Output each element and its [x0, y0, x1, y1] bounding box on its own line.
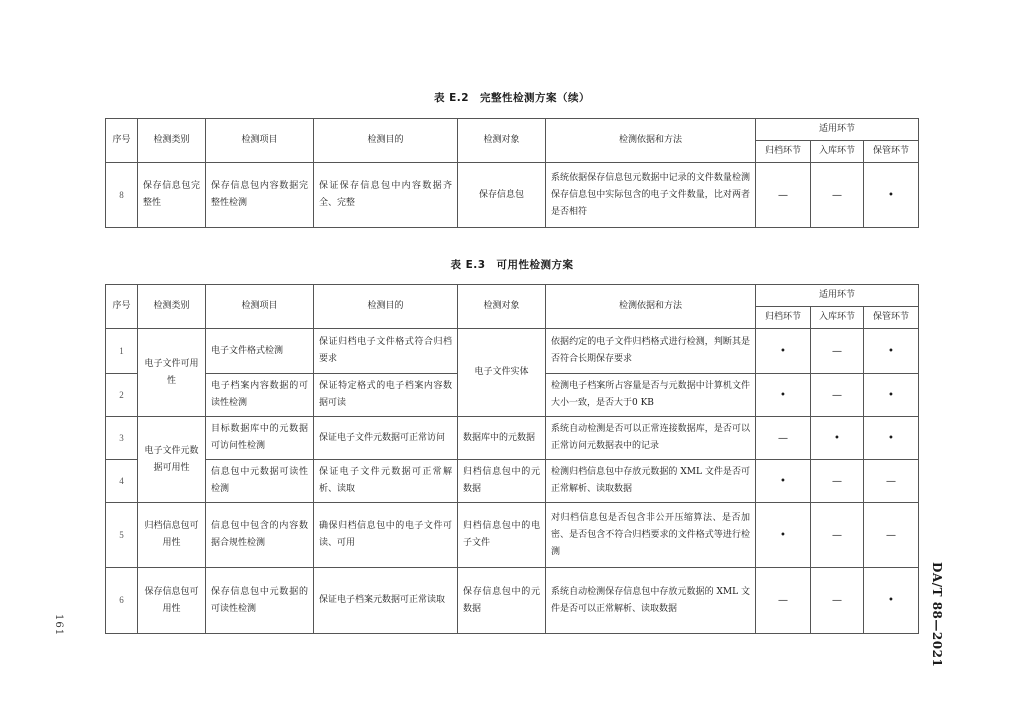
row-seq: 6 — [106, 568, 138, 634]
row-category: 保存信息包完整性 — [138, 163, 206, 228]
row-method: 系统依据保存信息包元数据中记录的文件数量检测保存信息包中实际包含的电子文件数量，比对两者是否相符 — [546, 163, 756, 228]
header-item: 检测项目 — [206, 285, 314, 329]
header-seq: 序号 — [106, 285, 138, 329]
row-storage-mark: — — [811, 503, 864, 568]
row-item: 电子档案内容数据的可读性检测 — [206, 374, 314, 417]
header-purpose: 检测目的 — [314, 119, 458, 163]
header-object: 检测对象 — [458, 285, 546, 329]
row-method: 检测电子档案所占容量是否与元数据中计算机文件大小一致，是否大于0 KB — [546, 374, 756, 417]
row-storage-mark: — — [811, 374, 864, 417]
table-e2-caption: 表 E.2 完整性检测方案（续） — [433, 92, 591, 104]
row-storage-mark: — — [811, 163, 864, 228]
header-category: 检测类别 — [138, 285, 206, 329]
row-archive-mark: • — [756, 503, 811, 568]
header-stage-storage: 入库环节 — [811, 141, 864, 163]
row-item: 目标数据库中的元数据可访问性检测 — [206, 417, 314, 460]
row-storage-mark: — — [811, 329, 864, 374]
table-row — [106, 163, 919, 228]
row-method: 系统自动检测保存信息包中存放元数据的 XML 文件是否可以正常解析、读取数据 — [546, 568, 756, 634]
row-custody-mark: — — [864, 460, 919, 503]
header-method: 检测依据和方法 — [546, 119, 756, 163]
row-item: 信息包中元数据可读性检测 — [206, 460, 314, 503]
header-object: 检测对象 — [458, 119, 546, 163]
row-object: 电子文件实体 — [458, 329, 546, 417]
row-seq: 8 — [106, 163, 138, 228]
row-seq: 1 — [106, 329, 138, 374]
table-row — [106, 329, 919, 374]
row-archive-mark: • — [756, 460, 811, 503]
header-stage: 适用环节 — [756, 285, 919, 307]
row-purpose: 保证电子文件元数据可正常访问 — [314, 417, 458, 460]
page-number: 161 — [53, 614, 64, 637]
header-stage: 适用环节 — [756, 119, 919, 141]
row-purpose: 保证保存信息包中内容数据齐全、完整 — [314, 163, 458, 228]
row-custody-mark: • — [864, 417, 919, 460]
row-category: 保存信息包可用性 — [138, 568, 206, 634]
row-method: 依据约定的电子文件归档格式进行检测，判断其是否符合长期保存要求 — [546, 329, 756, 374]
row-purpose: 确保归档信息包中的电子文件可读、可用 — [314, 503, 458, 568]
header-stage-archive: 归档环节 — [756, 307, 811, 329]
table-row — [106, 460, 919, 503]
table-e3-caption: 表 E.3 可用性检测方案 — [450, 259, 574, 271]
row-archive-mark: — — [756, 568, 811, 634]
row-object: 保存信息包 — [458, 163, 546, 228]
header-stage-storage: 入库环节 — [811, 307, 864, 329]
row-storage-mark: • — [811, 417, 864, 460]
table-e3 — [105, 284, 919, 634]
header-stage-archive: 归档环节 — [756, 141, 811, 163]
header-seq: 序号 — [106, 119, 138, 163]
row-storage-mark: — — [811, 460, 864, 503]
header-category: 检测类别 — [138, 119, 206, 163]
row-purpose: 保证归档电子文件格式符合归档要求 — [314, 329, 458, 374]
header-stage-custody: 保管环节 — [864, 307, 919, 329]
header-item: 检测项目 — [206, 119, 314, 163]
row-item: 保存信息包内容数据完整性检测 — [206, 163, 314, 228]
row-purpose: 保证特定格式的电子档案内容数据可读 — [314, 374, 458, 417]
row-item: 保存信息包中元数据的可读性检测 — [206, 568, 314, 634]
row-custody-mark: • — [864, 568, 919, 634]
row-method: 对归档信息包是否包含非公开压缩算法、是否加密、是否包含不符合归档要求的文件格式等进行检测 — [546, 503, 756, 568]
row-custody-mark: • — [864, 329, 919, 374]
row-archive-mark: — — [756, 163, 811, 228]
row-purpose: 保证电子文件元数据可正常解析、读取 — [314, 460, 458, 503]
row-method: 系统自动检测是否可以正常连接数据库，是否可以正常访问元数据表中的记录 — [546, 417, 756, 460]
table-row — [106, 503, 919, 568]
row-custody-mark: • — [864, 163, 919, 228]
row-item: 电子文件格式检测 — [206, 329, 314, 374]
row-category: 电子文件元数据可用性 — [138, 417, 206, 503]
header-method: 检测依据和方法 — [546, 285, 756, 329]
row-custody-mark: — — [864, 503, 919, 568]
row-storage-mark: — — [811, 568, 864, 634]
row-category: 归档信息包可用性 — [138, 503, 206, 568]
row-archive-mark: — — [756, 417, 811, 460]
row-method: 检测归档信息包中存放元数据的 XML 文件是否可正常解析、读取数据 — [546, 460, 756, 503]
standard-code: DA/T 88—2021 — [930, 562, 944, 668]
row-seq: 2 — [106, 374, 138, 417]
row-object: 数据库中的元数据 — [458, 417, 546, 460]
row-custody-mark: • — [864, 374, 919, 417]
row-item: 信息包中包含的内容数据合规性检测 — [206, 503, 314, 568]
row-object: 归档信息包中的元数据 — [458, 460, 546, 503]
row-archive-mark: • — [756, 329, 811, 374]
table-row — [106, 568, 919, 634]
table-e2 — [105, 118, 919, 228]
row-category: 电子文件可用性 — [138, 329, 206, 417]
row-seq: 3 — [106, 417, 138, 460]
header-purpose: 检测目的 — [314, 285, 458, 329]
row-object: 保存信息包中的元数据 — [458, 568, 546, 634]
row-archive-mark: • — [756, 374, 811, 417]
row-seq: 4 — [106, 460, 138, 503]
table-row — [106, 417, 919, 460]
header-stage-custody: 保管环节 — [864, 141, 919, 163]
row-seq: 5 — [106, 503, 138, 568]
row-purpose: 保证电子档案元数据可正常读取 — [314, 568, 458, 634]
row-object: 归档信息包中的电子文件 — [458, 503, 546, 568]
